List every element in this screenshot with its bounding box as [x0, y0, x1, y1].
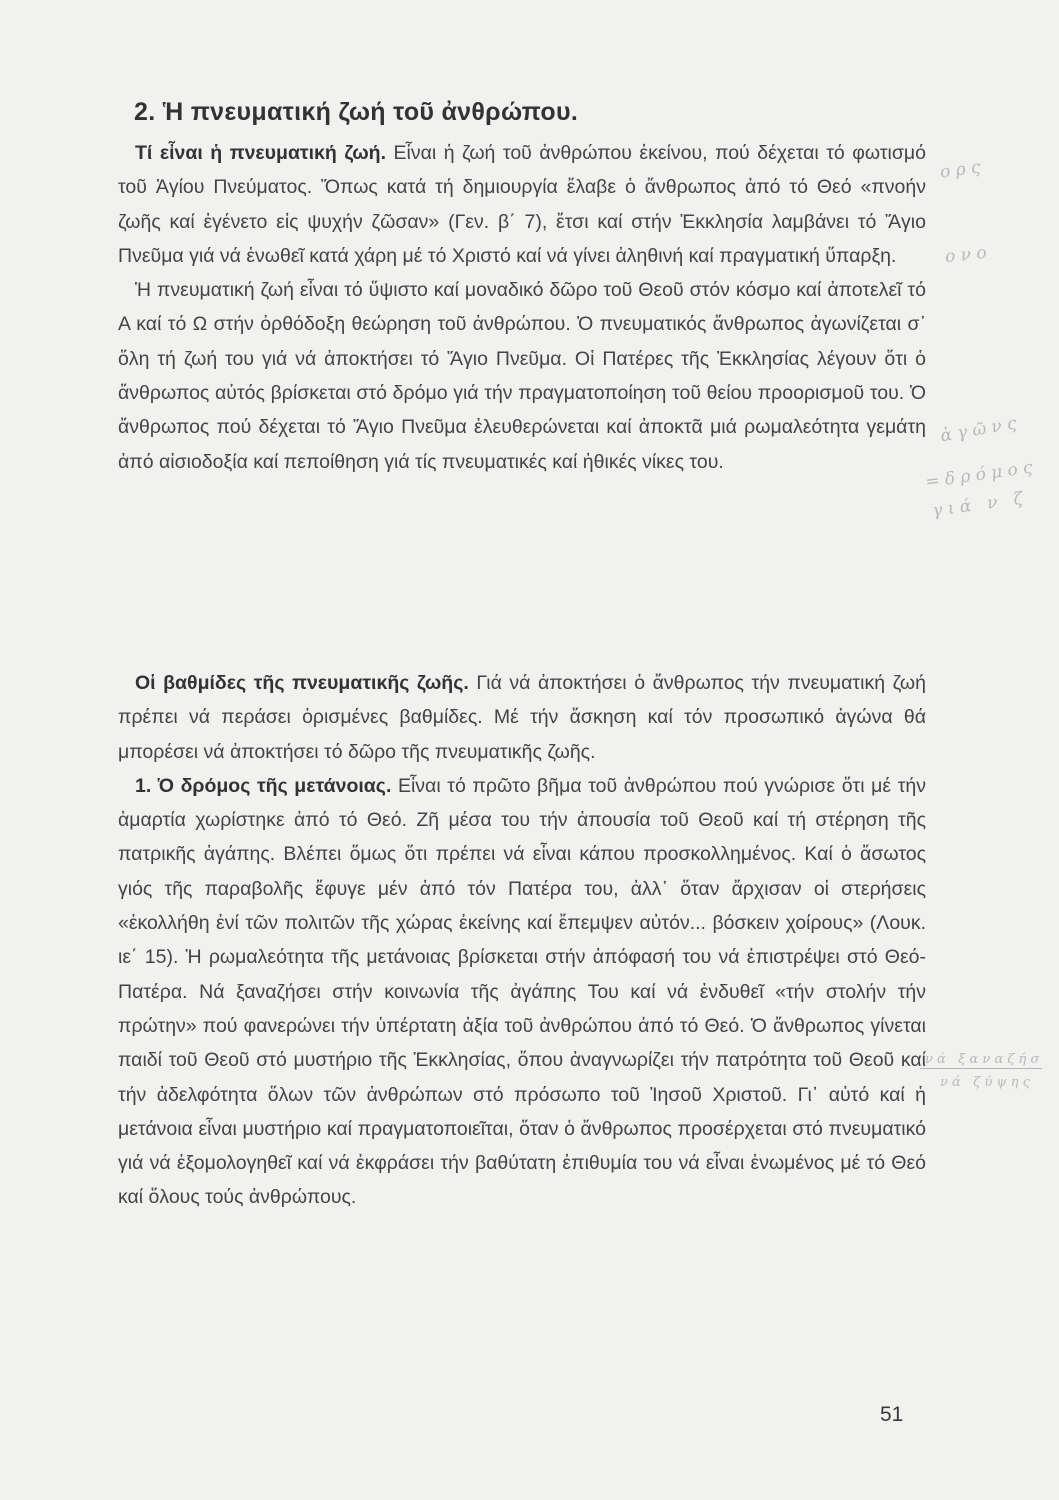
- paragraph-text: Εἶναι ἡ ζωή τοῦ ἀνθρώπου ἐκείνου, πού δέχεται τό φωτισμό τοῦ Ἁγίου Πνεύματος. Ὅπως κατά τή δημιουργία ἔλαβε ὁ ἄνθρωπος ἀπό τό Θεό «πνοήν ζωῆς καί ἐγένετο εἰς ψυχήν ζῶσαν» (Γεν. β΄ 7), ἔτσι καί στήν Ἐκκλησία λαμβάνει τό Ἅγιο Πνεῦμα γιά νά ἑνωθεῖ κατά χάρη μέ τό Χριστό καί νά γίνει ἀληθινή καί πραγματική ὕπαρξη.: [118, 142, 926, 267]
- section-lead: Οἱ βαθμίδες τῆς πνευματικῆς ζωῆς.: [135, 672, 469, 694]
- margin-handwriting: ἀ γ ῶ ν ς: [938, 413, 1019, 447]
- section-spiritual-life: [118, 136, 926, 479]
- margin-pencil-line: [920, 1068, 1042, 1069]
- item-lead: 1. Ὁ δρόμος τῆς μετάνοιας.: [135, 774, 392, 797]
- margin-handwriting: ο ρ ς: [938, 157, 982, 183]
- paragraph-repentance: [118, 769, 926, 1215]
- margin-handwriting: ν ά ξ α ν α ζ ή σ: [925, 1052, 1040, 1067]
- margin-handwriting: ο ν ο: [944, 242, 988, 268]
- section-stages: [118, 666, 926, 1215]
- paragraph-text: Εἶναι τό πρῶτο βῆμα τοῦ ἀνθρώπου πού γνώρισε ὅτι μέ τήν ἁμαρτία χωρίστηκε ἀπό τό Θεό. Ζῆ μέσα του τήν ἀπουσία τοῦ Θεοῦ καί τή στέρηση τῆς πατρικῆς ἀγάπης. Βλέπει ὅμως ὅτι πρέπει νά εἶναι κάπου προσκολλημένος. Καί ὁ ἄσωτος γιός τῆς παραβολῆς ἔφυγε μέν ἀπό τόν Πατέρα του, ἀλλ᾽ ὅταν ἄρχισαν οἱ στερήσεις «ἐκολλήθη ἑνί τῶν πολιτῶν τῆς χώρας ἐκείνης καί ἔπεμψεν αὐτόν... βόσκειν χοίρους» (Λουκ. ιε΄ 15). Ἡ ρωμαλεότητα τῆς μετάνοιας βρίσκεται στήν ἀπόφασή του νά ἐπιστρέψει στό Θεό-Πατέρα. Νά ξαναζήσει στήν κοινωνία τῆς ἀγάπης Του καί νά ἐνδυθεῖ «τήν στολήν τήν πρώτην» πού φανερώνει τήν ὑπέρτατη ἀξία τοῦ ἀνθρώπου ἀπό τό Θεό. Ὁ ἄνθρωπος γίνεται παιδί τοῦ Θεοῦ στό μυστήριο τῆς Ἐκκλησίας, ὅπου ἀναγνωρίζει τήν πατρότητα τοῦ Θεοῦ καί τήν ἀδελφότητα ὅλων τῶν ἀνθρώπων στό πρόσωπο τοῦ Ἰησοῦ Χριστοῦ. Γι᾽ αὐτό καί ἡ μετάνοια εἶναι μυστήριο καί πραγματοποιεῖται, ὅταν ὁ ἄνθρωπος προσέρχεται στό πνευματικό γιά νά ἐξομολογηθεῖ καί νά ἐκφράσει τήν βαθύτατη ἐπιθυμία του νά εἶναι ἑνωμένος μέ τό Θεό καί ὅλους τούς ἀνθρώπους.: [118, 774, 926, 1209]
- page-number: 51: [880, 1403, 904, 1426]
- page-title: 2. Ἡ πνευματική ζωή τοῦ ἀνθρώπου.: [134, 98, 579, 126]
- margin-handwriting: ν ά ζ ύ ψ η ς: [940, 1075, 1030, 1090]
- margin-handwriting: γ ι ά ν ζ: [931, 488, 1025, 522]
- paragraph-definition: [118, 136, 926, 273]
- paragraph-gift: [118, 273, 926, 479]
- section-lead: Τί εἶναι ἡ πνευματική ζωή.: [135, 142, 387, 164]
- paragraph-stages: [118, 666, 926, 769]
- margin-handwriting: = δ ρ ό μ ο ς: [924, 457, 1034, 493]
- paragraph-text: Γιά νά ἀποκτήσει ὁ ἄνθρωπος τήν πνευματική ζωή πρέπει νά περάσει ὁρισμένες βαθμίδες. Μέ τήν ἄσκηση καί τόν προσωπικό ἀγώνα θά μπορέσει νά ἀποκτήσει τό δῶρο τῆς πνευματικῆς ζωῆς.: [118, 672, 926, 763]
- paragraph-text: Ἡ πνευματική ζωή εἶναι τό ὕψιστο καί μοναδικό δῶρο τοῦ Θεοῦ στόν κόσμο καί ἀποτελεῖ τό Α καί τό Ω στήν ὀρθόδοξη θεώρηση τοῦ ἀνθρώπου. Ὁ πνευματικός ἄνθρωπος ἀγωνίζεται σ᾽ ὅλη τή ζωή του γιά νά ἀποκτήσει τό Ἅγιο Πνεῦμα. Οἱ Πατέρες τῆς Ἐκκλησίας λέγουν ὅτι ὁ ἄνθρωπος αὐτός βρίσκεται στό δρόμο γιά τήν πραγματοποίηση τοῦ θείου προορισμοῦ του. Ὁ ἄνθρωπος πού δέχεται τό Ἅγιο Πνεῦμα ἐλευθερώνεται καί ἀποκτᾶ μιά ρωμαλεότητα γεμάτη ἀπό αἰσιοδοξία καί πεποίθηση γιά τίς πνευματικές καί ἠθικές νίκες του.: [118, 279, 926, 473]
